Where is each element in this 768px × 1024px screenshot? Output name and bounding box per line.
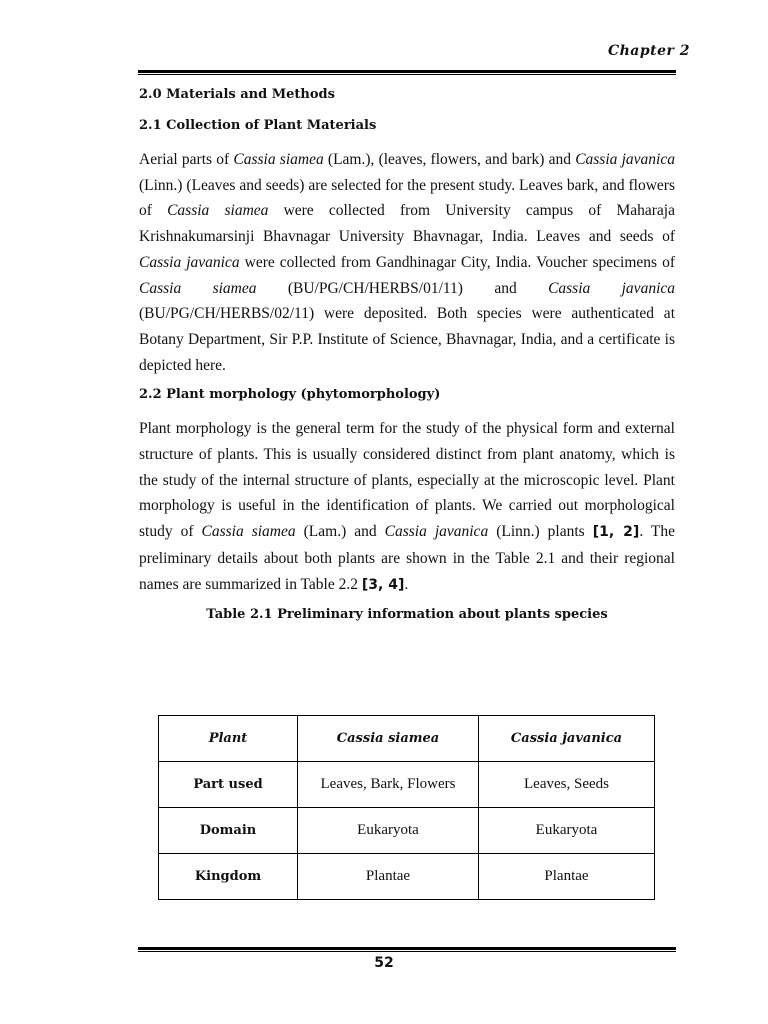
footer-rule xyxy=(138,947,676,952)
table-cell: Plantae xyxy=(298,854,479,900)
page-content xyxy=(139,86,675,624)
collection-paragraph: Aerial parts of Cassia siamea (Lam.), (leaves, flowers, and bark) and Cassia javanica (Linn.) (Leaves and seeds) are selected for the present study. Leaves bark, and flowers of Cassia siamea were collected from University campus of Maharaja Krishnakumarsinji Bhavnagar University Bhavnagar, India. Leaves and seeds of Cassia javanica were collected from Gandhinagar City, India. Voucher specimens of Cassia siamea (BU/PG/CH/HERBS/01/11) and Cassia javanica (BU/PG/CH/HERBS/02/11) were deposited. Both species were authenticated at Botany Department, Sir P.P. Institute of Science, Bhavnagar, India, and a certificate is depicted here. xyxy=(139,151,675,374)
table-cell: Plantae xyxy=(479,854,655,900)
table-row xyxy=(159,808,655,854)
table-caption: Table 2.1 Preliminary information about plants species xyxy=(206,607,608,623)
table-cell: Leaves, Seeds xyxy=(479,762,655,808)
table-row-label: Domain xyxy=(159,808,298,854)
table-cell: Eukaryota xyxy=(298,808,479,854)
table-row xyxy=(159,762,655,808)
table-cell: Leaves, Bark, Flowers xyxy=(298,762,479,808)
section-2-2-title: 2.2 Plant morphology (phytomorphology) xyxy=(139,387,441,403)
table-header-cell: Plant xyxy=(159,716,298,762)
table-row xyxy=(159,854,655,900)
header-rule xyxy=(138,70,676,75)
table-cell: Eukaryota xyxy=(479,808,655,854)
plant-info-table xyxy=(158,715,655,900)
citation-3-4: [3, 4] xyxy=(361,576,405,593)
morphology-paragraph: Plant morphology is the general term for the study of the physical form and external structure of plants. This is usually considered distinct from plant anatomy, which is the study of the internal structure of plants, especially at the microscopic level. Plant morphology is useful in the identification of plants. We carried out morphological study of Cassia siamea (Lam.) and Cassia javanica (Linn.) plants [1, 2]. The preliminary details about both plants are shown in the Table 2.1 and their regional names are summarized in Table 2.2 [3, 4]. xyxy=(139,420,676,593)
table-row-label: Kingdom xyxy=(159,854,298,900)
table-header-cell: Cassia siamea xyxy=(298,716,479,762)
table-header-row xyxy=(159,716,655,762)
chapter-header: Chapter 2 xyxy=(607,43,690,59)
citation-1-2: [1, 2] xyxy=(592,524,640,541)
section-2-0-title: 2.0 Materials and Methods xyxy=(139,87,335,102)
table-header-cell: Cassia javanica xyxy=(479,716,655,762)
section-2-1-title: 2.1 Collection of Plant Materials xyxy=(139,118,377,133)
table-row-label: Part used xyxy=(159,762,298,808)
page-number: 52 xyxy=(374,955,394,971)
